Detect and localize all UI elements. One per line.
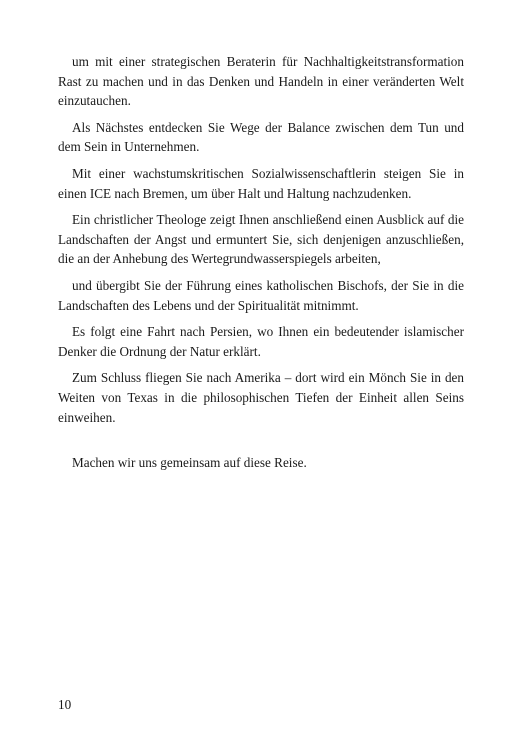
paragraph-persia: Es folgt eine Fahrt nach Persien, wo Ihnen ein bedeutender islamischer Denker die Ordnung der Natur erklärt. <box>58 324 464 359</box>
page-number: 10 <box>58 697 72 712</box>
body-text <box>58 52 464 480</box>
paragraph-bishop: und übergibt Sie der Führung eines katholischen Bischofs, der Sie in die Landschaften des Lebens und der Spiritualität mitnimmt. <box>58 277 464 313</box>
paragraph-theologian: Ein christlicher Theologe zeigt Ihnen anschließend einen Ausblick auf die Landschaften der Angst und ermuntert Sie, sich denjenigen anzuschließen, die an der Anhebung des Wertegrundwasserspiegels arbeiten, <box>58 212 464 267</box>
paragraph-consultant: um mit einer strategischen Beraterin für Nachhaltigkeitstransformation Rast zu machen und in das Denken und Handeln in einer veränderten Welt einzutauchen. <box>58 54 464 109</box>
paragraph-balance: Als Nächstes entdecken Sie Wege der Balance zwischen dem Tun und dem Sein in Unternehmen. <box>58 119 464 155</box>
paragraph-america: Zum Schluss fliegen Sie nach Amerika – dort wird ein Mönch Sie in den Weiten von Texas in die philosophischen Tiefen der Einheit allen Seins einweihen. <box>58 370 464 425</box>
paragraph-ice-bremen: Mit einer wachstumskritischen Sozialwissenschaftlerin steigen Sie in einen ICE nach Bremen, um über Halt und Haltung nachzudenken. <box>58 165 464 201</box>
closing-sentence: Machen wir uns gemeinsam auf diese Reise. <box>72 455 307 471</box>
